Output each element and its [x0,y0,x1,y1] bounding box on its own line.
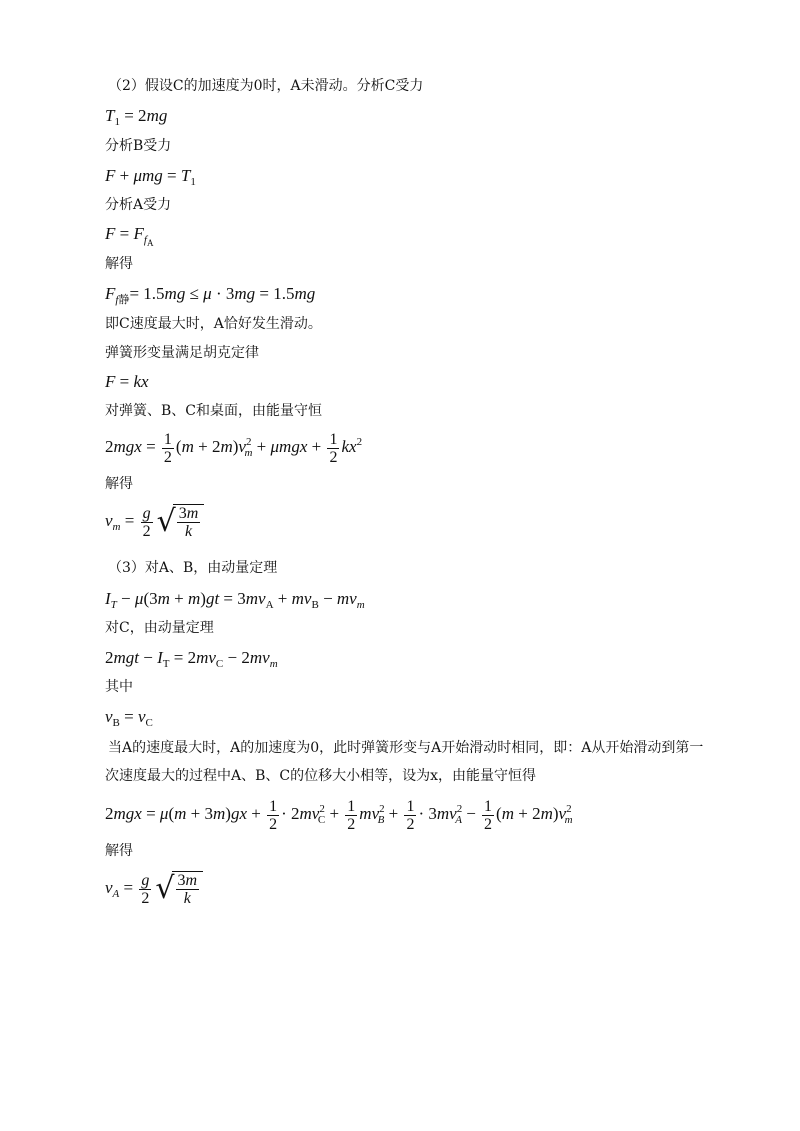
formula-f2: $F + \mu mg = T_1$ [105,166,196,188]
formula-f1: $T_1 = 2mg$ [105,106,168,128]
text-line: 解得 [105,256,133,272]
text-line: 即C速度最大时，A恰好发生滑动。 [105,316,322,332]
formula-f5: F = kx [105,372,149,391]
text-line: 分析A受力 [105,197,172,213]
text-line: 次速度最大的过程中A、B、C的位移大小相等，设为x，由能量守恒得 [105,768,537,784]
formula-f9: $2mgt - I_T = 2mv_C - 2mv_m$ [105,648,278,670]
formula-f7: $v_m$ = $\frac{g}{2}$ √ $\frac{3m}{k}$ [105,503,204,541]
formula-f6: 2mgx = $\frac{1}{2}$ $(m + 2m)v^2_m + \mu mgx$ + $\frac{1}{2}$ $kx^2$ [105,430,363,466]
text-line: 其中 [105,679,133,695]
text-line: 解得 [105,476,133,492]
text-line: （2）假设C的加速度为0时，A未滑动。分析C受力 [108,78,424,94]
formula-f4: $F_{f静}= 1.5mg \le \mu \cdot 3mg = 1.5mg$ [105,284,316,306]
formula-f12: $v_A$ = $\frac{g}{2}$ √ $\frac{3m}{k}$ [105,870,203,908]
text-line: 对C，由动量定理 [105,620,214,636]
text-line: 分析B受力 [105,138,172,154]
text-line: 解得 [105,843,133,859]
text-line: （3）对A、B，由动量定理 [108,560,278,576]
formula-f10: $v_B = v_C$ [105,707,153,729]
text-line: 当A的速度最大时，A的加速度为0，此时弹簧形变与A开始滑动时相同，即：A从开始滑动到第一 [108,740,704,756]
formula-f8: $I_T - \mu(3m + m)gt = 3mv_A + mv_B - mv_m$ [105,589,365,611]
text-line: 弹簧形变量满足胡克定律 [105,345,259,361]
formula-f3: $F = F_{f_A}$ [105,224,154,248]
formula-f11: 2mgx = μ(m + 3m)gx + $\frac{1}{2}$ · $2mv^2_C$ + $\frac{1}{2}$ $mv^2_B$ + $\frac{1}{2}$ · $3mv^2_A$ − $\frac{1}{2}$ $(m + 2m)v^2_m$ [105,797,573,833]
text-line: 对弹簧、B、C和桌面，由能量守恒 [105,403,322,419]
